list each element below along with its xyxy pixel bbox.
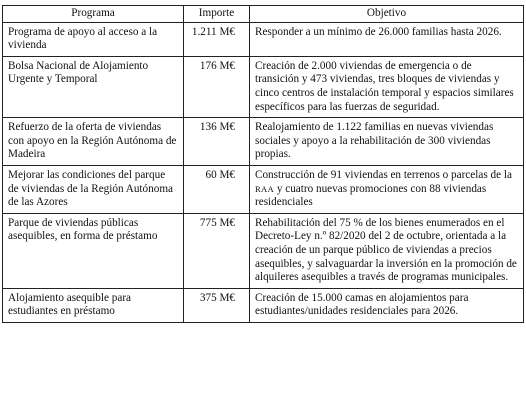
table-header-row [3, 6, 524, 23]
cell-importe: 136 M€ [184, 118, 250, 166]
cell-importe: 1.211 M€ [184, 22, 250, 56]
table-row [3, 22, 524, 56]
objetivo-text-after: y cuatro nuevas promociones con 88 viviendas residenciales [255, 182, 487, 209]
cell-programa: Mejorar las condiciones del parque de viviendas de la Región Autónoma de las Azores [3, 165, 184, 213]
abbr-raa: RAA [255, 183, 275, 194]
cell-importe: 60 M€ [184, 165, 250, 213]
cell-objetivo: Creación de 15.000 camas en alojamientos para estudiantes/unidades residenciales para 2026. [250, 288, 524, 322]
header-objetivo: Objetivo [250, 6, 524, 23]
cell-objetivo: Responder a un mínimo de 26.000 familias hasta 2026. [250, 22, 524, 56]
cell-programa: Bolsa Nacional de Alojamiento Urgente y Temporal [3, 56, 184, 117]
cell-programa: Programa de apoyo al acceso a la vivienda [3, 22, 184, 56]
objetivo-text-before: Construcción de 91 viviendas en terrenos o parcelas de la [255, 168, 512, 181]
cell-objetivo: Realojamiento de 1.122 familias en nuevas viviendas sociales y apoyo a la rehabilitación de 300 viviendas propias. [250, 118, 524, 166]
cell-programa: Alojamiento asequible para estudiantes en préstamo [3, 288, 184, 322]
cell-objetivo: Rehabilitación del 75 % de los bienes enumerados en el Decreto-Ley n.º 82/2020 del 2 de octubre, orientada a la creación de un parque público de viviendas a precios asequibles, y salvaguardar la inversión en la promoción de alquileres asequibles a través de programas municipales. [250, 213, 524, 288]
cell-importe: 375 M€ [184, 288, 250, 322]
programs-table-container [2, 5, 524, 323]
cell-importe: 775 M€ [184, 213, 250, 288]
table-row [3, 165, 524, 213]
cell-programa: Parque de viviendas públicas asequibles, en forma de préstamo [3, 213, 184, 288]
table-row [3, 213, 524, 288]
cell-importe: 176 M€ [184, 56, 250, 117]
cell-objetivo [250, 165, 524, 213]
table-row [3, 288, 524, 322]
cell-objetivo: Creación de 2.000 viviendas de emergencia o de transición y 473 viviendas, tres bloques de viviendas y cinco centros de instalación temporal y espacios similares específicos para las fuerzas de seguridad. [250, 56, 524, 117]
programs-table [2, 5, 524, 323]
table-row [3, 118, 524, 166]
header-programa: Programa [3, 6, 184, 23]
header-importe: Importe [184, 6, 250, 23]
table-row [3, 56, 524, 117]
cell-programa: Refuerzo de la oferta de viviendas con apoyo en la Región Autónoma de Madeira [3, 118, 184, 166]
